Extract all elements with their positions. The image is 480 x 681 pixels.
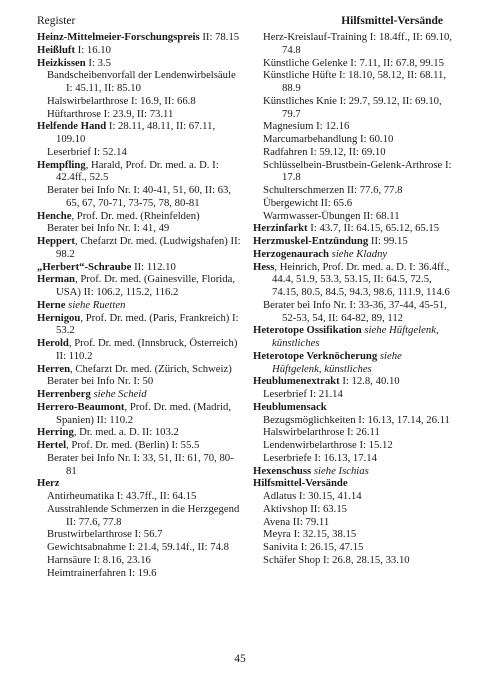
index-locators: Schäfer Shop I: 26.8, 28.15, 33.10 — [263, 553, 410, 566]
index-entry — [253, 248, 453, 261]
index-locators: , Prof. Dr. med. (Innsbruck, Österreich) II: 110.2 — [56, 337, 238, 362]
index-entry — [37, 31, 244, 44]
index-locators: Berater bei Info Nr. I: 50 — [47, 375, 154, 388]
index-term: Heißluft — [37, 43, 76, 56]
index-entry — [253, 452, 453, 465]
index-locators: Marcumarbehandlung I: 60.10 — [263, 133, 394, 145]
index-entry — [253, 554, 453, 567]
index-entry — [37, 490, 244, 503]
index-term: Herrenberg — [37, 388, 91, 400]
index-entry — [37, 210, 244, 223]
index-entry — [37, 261, 244, 274]
index-term: Hilfsmittel-Versände — [253, 477, 348, 490]
index-locators: Radfahren I: 59.12, II: 69.10 — [263, 145, 386, 158]
see-reference: siehe Scheid — [90, 388, 147, 400]
index-locators: Künstliche Hüfte I: 18.10, 58.12, II: 68.11, 88.9 — [263, 69, 447, 94]
index-locators: Magnesium I: 12.16 — [263, 120, 350, 133]
index-locators: Berater bei Info Nr. I: 40-41, 51, 60, II: 63, 65, 67, 70-71, 73-75, 78, 80-81 — [47, 184, 232, 209]
index-entry — [37, 439, 244, 452]
index-locators: Lendenwirbelarthrose I: 15.12 — [263, 439, 393, 451]
index-locators: , Prof. Dr. med. (Gainesville, Florida, USA) II: 106.2, 115.2, 116.2 — [56, 273, 235, 298]
index-locators: , Heinrich, Prof. Dr. med. a. D. I: 36.4ff., 44.4, 51.9, 53.3, 53.15, II: 64.5, 72.5, 74.15, 80.5, 84.5, 94.3, 98.6, 111.9, 114.6 — [272, 260, 450, 298]
index-locators: Sanivita I: 26.15, 47.15 — [263, 541, 364, 553]
see-reference: siehe Ruetten — [65, 298, 126, 311]
index-locators: Berater bei Info Nr. I: 41, 49 — [47, 222, 170, 235]
index-entry — [253, 133, 453, 146]
index-locators: Leserbrief I: 52.14 — [47, 145, 127, 158]
index-term: Heublumensack — [253, 400, 327, 413]
index-entry — [37, 108, 244, 121]
index-entry — [37, 388, 244, 401]
index-term: Herzinfarkt — [253, 222, 308, 235]
index-entry — [37, 554, 244, 567]
index-entry — [37, 401, 244, 427]
index-entry — [37, 477, 244, 490]
index-locators: I: 12.8, 40.10 — [339, 375, 400, 388]
index-locators: Harnsäure I: 8.16, 23.16 — [47, 553, 151, 566]
index-entry — [253, 414, 453, 427]
index-locators: II: 99.15 — [368, 235, 408, 247]
index-term: Herzogenaurach — [253, 247, 329, 260]
index-entry — [37, 120, 244, 146]
index-term: Heublumenextrakt — [253, 375, 340, 388]
index-locators: Berater bei Info Nr. I: 33-36, 37-44, 45-51, 52-53, 54, II: 64-82, 89, 112 — [263, 298, 447, 324]
index-locators: , Dr. med. a. D. II: 103.2 — [73, 426, 179, 439]
index-entry — [37, 375, 244, 388]
index-entry — [253, 261, 453, 299]
index-locators: Antirheumatika I: 43.7ff., II: 64.15 — [47, 490, 197, 502]
index-term: „Herbert“-Schraube — [37, 260, 132, 273]
index-locators: Schulterschmerzen II: 77.6, 77.8 — [263, 184, 403, 196]
index-locators: II: 78.15 — [199, 31, 240, 43]
index-entry — [253, 95, 453, 121]
index-entry — [37, 273, 244, 299]
index-term: Helfende Hand — [37, 120, 107, 133]
index-entry — [37, 541, 244, 554]
index-entry — [253, 235, 453, 248]
index-locators: I: 3.5 — [85, 56, 111, 69]
index-entry — [253, 299, 453, 325]
index-locators: , Prof. Dr. med. (Berlin) I: 55.5 — [66, 439, 200, 451]
index-locators: Halswirbelarthrose I: 16.9, II: 66.8 — [47, 94, 196, 107]
index-entry — [37, 567, 244, 580]
index-entry — [37, 222, 244, 235]
index-locators: , Chefarzt Dr. med. (Zürich, Schweiz) — [70, 362, 232, 375]
index-term: Herne — [37, 298, 66, 311]
header-section-label: Register — [37, 15, 76, 27]
index-entry — [253, 146, 453, 159]
index-entry — [37, 95, 244, 108]
see-reference: siehe Kladny — [328, 247, 388, 260]
index-locators: Meyra I: 32.15, 38.15 — [263, 528, 357, 541]
index-term: Heizkissen — [37, 56, 86, 69]
header-running-head: Hilfsmittel-Versände — [341, 15, 443, 27]
index-term: Herring — [37, 426, 74, 439]
index-entry — [37, 337, 244, 363]
index-locators: , Chefarzt Dr. med. (Ludwigshafen) II: 98.2 — [56, 235, 241, 260]
index-term: Henche — [37, 209, 72, 222]
index-locators: Schlüsselbein-Brustbein-Gelenk-Arthrose I: 17.8 — [263, 158, 452, 184]
running-header — [37, 13, 443, 29]
index-entry — [253, 159, 453, 185]
index-entry — [37, 69, 244, 95]
see-reference: siehe Hüftgelenk, künstliches — [272, 324, 439, 349]
index-term: Herold — [37, 337, 69, 349]
index-entry — [253, 516, 453, 529]
index-entry — [253, 375, 453, 388]
index-entry — [253, 31, 453, 57]
index-entry — [253, 541, 453, 554]
index-entry — [253, 388, 453, 401]
index-locators: Herz-Kreislauf-Training I: 18.4ff., II: 69.10, 74.8 — [263, 31, 453, 56]
index-term: Herman — [37, 273, 75, 286]
index-term: Heterotope Verknöcherung — [253, 349, 378, 362]
index-term: Hertel — [37, 439, 67, 451]
index-entry — [253, 120, 453, 133]
index-entry — [253, 57, 453, 70]
index-term: Herz — [37, 477, 60, 490]
index-term: Heterotope Ossifikation — [253, 324, 362, 337]
index-entry — [253, 210, 453, 223]
index-entry — [37, 312, 244, 338]
index-entry — [253, 426, 453, 439]
index-locators: Heimtrainerfahren I: 19.6 — [47, 566, 157, 579]
index-entry — [253, 528, 453, 541]
index-locators: , Prof. Dr. med. (Rheinfelden) — [71, 209, 200, 222]
see-reference: siehe Hüftgelenk, künstliches — [272, 349, 402, 375]
index-term: Heinz-Mittelmeier-Forschungspreis — [37, 31, 200, 43]
index-entry — [253, 477, 453, 490]
index-locators: , Harald, Prof. Dr. med. a. D. I: 42.4ff., 52.5 — [56, 158, 219, 184]
index-entry — [37, 57, 244, 70]
index-term: Herrero-Beaumont — [37, 400, 125, 413]
index-entry — [253, 324, 453, 350]
index-term: Hexenschuss — [253, 464, 312, 477]
index-entry — [37, 44, 244, 57]
index-entry — [37, 452, 244, 478]
index-entry — [37, 146, 244, 159]
index-locators: , Prof. Dr. med. (Paris, Frankreich) I: 53.2 — [56, 311, 239, 337]
index-locators: Bandscheibenvorfall der Lendenwirbelsäule I: 45.11, II: 85.10 — [47, 69, 236, 94]
index-locators: Avena II: 79.11 — [263, 515, 330, 528]
index-term: Hernigou — [37, 311, 81, 324]
index-term: Heppert — [37, 235, 75, 247]
index-entry — [253, 197, 453, 210]
index-term: Herzmuskel-Entzündung — [253, 235, 369, 247]
index-entry — [253, 465, 453, 478]
index-entry — [253, 184, 453, 197]
index-entry — [253, 222, 453, 235]
index-locators: I: 28.11, 48.11, II: 67.11, 109.10 — [56, 120, 216, 145]
index-entry — [253, 439, 453, 452]
index-locators: Adlatus I: 30.15, 41.14 — [263, 490, 362, 502]
index-entry — [253, 503, 453, 516]
index-locators: II: 112.10 — [131, 260, 176, 273]
index-locators: Warmwasser-Übungen II: 68.11 — [263, 209, 400, 222]
index-entry — [37, 363, 244, 376]
index-locators: Brustwirbelarthrose I: 56.7 — [47, 528, 163, 541]
index-entry — [37, 159, 244, 185]
index-locators: Leserbrief I: 21.14 — [263, 388, 343, 400]
index-locators: Halswirbelarthrose I: 26.11 — [263, 426, 380, 439]
index-locators: Aktivshop II: 63.15 — [263, 502, 348, 515]
index-entry — [37, 528, 244, 541]
index-column-left — [37, 31, 244, 579]
index-term: Hess — [253, 260, 275, 273]
index-locators: Künstliche Gelenke I: 7.11, II: 67.8, 99.15 — [263, 56, 444, 69]
index-entry — [37, 299, 244, 312]
index-locators: Hüftarthrose I: 23.9, II: 73.11 — [47, 107, 174, 120]
index-entry — [37, 426, 244, 439]
page-number: 45 — [234, 653, 246, 665]
index-entry — [37, 503, 244, 529]
index-locators: Bezugsmöglichkeiten I: 16.13, 17.14, 26.11 — [263, 413, 450, 426]
index-entry — [253, 350, 453, 376]
index-term: Herren — [37, 362, 71, 375]
index-entry — [37, 235, 244, 261]
index-locators: Künstliches Knie I: 29.7, 59.12, II: 69.10, 79.7 — [263, 94, 442, 120]
index-entry — [253, 401, 453, 414]
index-entry — [37, 184, 244, 210]
index-locators: Berater bei Info Nr. I: 33, 51, II: 61, 70, 80-81 — [47, 451, 234, 477]
index-locators: Leserbriefe I: 16.13, 17.14 — [263, 451, 377, 464]
index-locators: , Prof. Dr. med. (Madrid, Spanien) II: 110.2 — [56, 400, 232, 426]
index-locators: I: 16.10 — [75, 43, 111, 56]
see-reference: siehe Ischias — [311, 464, 369, 477]
index-term: Hempfling — [37, 158, 86, 171]
index-entry — [253, 490, 453, 503]
index-locators: I: 43.7, II: 64.15, 65.12, 65.15 — [307, 222, 440, 235]
index-locators: Übergewicht II: 65.6 — [263, 196, 353, 209]
index-column-right — [253, 31, 453, 567]
index-entry — [253, 69, 453, 95]
index-locators: Ausstrahlende Schmerzen in die Herzgegend II: 77.6, 77.8 — [47, 502, 240, 528]
index-locators: Gewichtsabnahme I: 21.4, 59.14f., II: 74.8 — [47, 541, 229, 553]
